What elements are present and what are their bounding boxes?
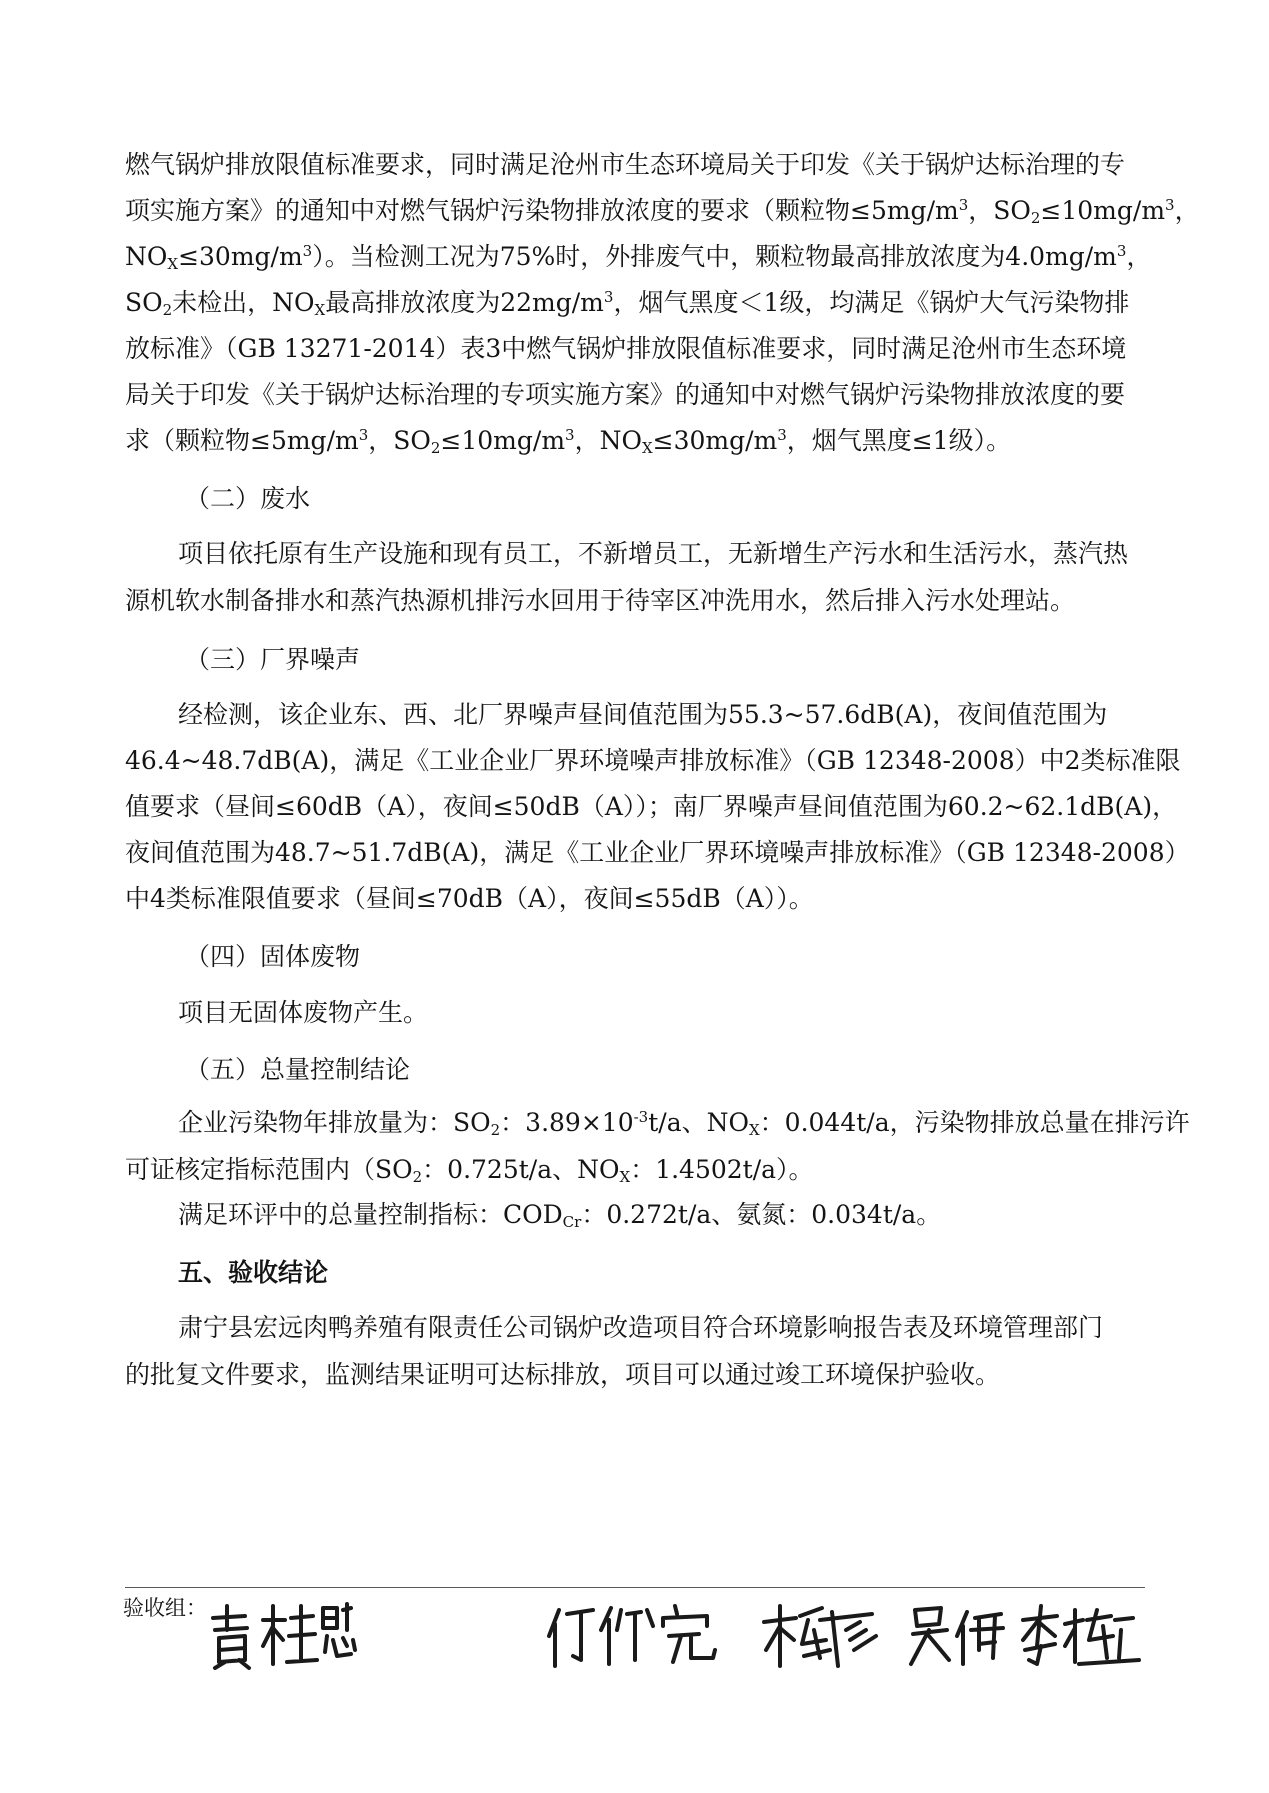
text-line <box>125 150 1145 180</box>
text-run: 企业污染物年排放量为：SO <box>178 1108 491 1137</box>
text-run: 放标准》（GB 13271-2014）表3中燃气锅炉排放限值标准要求，同时满足沧州市生态环境 <box>125 334 1127 363</box>
text-run: 求（颗粒物≤5mg/m <box>125 426 359 455</box>
section-heading-noise: （三）厂界噪声 <box>185 645 361 674</box>
paragraph-line <box>125 1155 814 1185</box>
paragraph-line: 中4类标准限值要求（昼间≤70dB（A），夜间≤55dB（A））。 <box>125 884 814 913</box>
text-run: ≤10mg/m <box>440 426 566 455</box>
paragraph-line: 夜间值范围为48.7~51.7dB(A)，满足《工业企业厂界环境噪声排放标准》（GB 12348-2008） <box>125 838 1190 867</box>
text-run: ，烟气黑度≤1级）。 <box>786 426 1012 455</box>
signature-1 <box>205 1600 355 1670</box>
subscript: X <box>167 254 179 273</box>
section-heading-solid-waste: （四）固体废物 <box>185 942 361 971</box>
text-run: 项实施方案》的通知中对燃气锅炉污染物排放浓度的要求（颗粒物≤5mg/m <box>125 196 959 225</box>
text-line <box>125 242 1152 273</box>
acceptance-group-label: 验收组： <box>123 1596 207 1620</box>
section-heading-wastewater: （二）废水 <box>185 484 311 513</box>
superscript: 3 <box>565 426 575 444</box>
subscript: Cr <box>562 1212 582 1231</box>
superscript: 3 <box>358 426 369 444</box>
text-run: 未检出，NO <box>172 288 315 317</box>
paragraph-line: 经检测，该企业东、西、北厂界噪声昼间值范围为55.3~57.6dB(A)，夜间值范围为 <box>178 700 1108 729</box>
text-run: SO <box>125 288 163 317</box>
text-run: ：3.89×10 <box>500 1108 634 1137</box>
text-run: ：1.4502t/a）。 <box>630 1155 814 1184</box>
text-line <box>125 426 1145 456</box>
text-line <box>125 196 1200 227</box>
superscript: 3 <box>302 242 313 260</box>
signature-3-strokes <box>760 1600 880 1670</box>
subscript: 2 <box>430 438 441 457</box>
section-heading-conclusion: 五、验收结论 <box>178 1258 329 1287</box>
signature-2 <box>545 1600 720 1670</box>
superscript: 3 <box>1165 196 1175 214</box>
text-run: 满足环评中的总量控制指标：COD <box>178 1200 563 1229</box>
subscript: X <box>641 438 653 457</box>
text-line <box>125 380 1145 410</box>
subscript: 2 <box>1030 208 1041 227</box>
text-run: ，SO <box>368 426 431 455</box>
signature-2-strokes <box>545 1600 720 1670</box>
text-run: ，SO <box>968 196 1031 225</box>
superscript: 3 <box>777 426 787 444</box>
signature-5-strokes <box>1015 1600 1140 1670</box>
text-run: ≤30mg/m <box>178 242 303 271</box>
text-run: 局关于印发《关于锅炉达标治理的专项实施方案》的通知中对燃气锅炉污染物排放浓度的要 <box>125 380 1126 409</box>
paragraph-line: 项目依托原有生产设施和现有员工，不新增员工，无新增生产污水和生活污水，蒸汽热 <box>178 539 1129 568</box>
footer-divider <box>125 1587 1145 1588</box>
subscript: X <box>748 1120 760 1139</box>
signature-4 <box>905 1600 1005 1670</box>
text-run: ， <box>1174 196 1200 225</box>
subscript: 2 <box>412 1167 423 1186</box>
paragraph-line: 的批复文件要求，监测结果证明可达标排放，项目可以通过竣工环境保护验收。 <box>125 1360 1001 1389</box>
superscript: 3 <box>1116 242 1127 260</box>
paragraph-line: 46.4~48.7dB(A)，满足《工业企业厂界环境噪声排放标准》（GB 12348-2008）中2类标准限 <box>125 746 1181 775</box>
text-run: ：0.044t/a，污染物排放总量在排污许 <box>759 1108 1190 1137</box>
text-run: 可证核定指标范围内（SO <box>125 1155 413 1184</box>
signature-3 <box>760 1600 880 1670</box>
paragraph-line <box>178 1200 941 1230</box>
paragraph-line <box>178 1108 1190 1138</box>
text-run: 燃气锅炉排放限值标准要求，同时满足沧州市生态环境局关于印发《关于锅炉达标治理的专 <box>125 150 1126 179</box>
text-run: ：0.725t/a、NO <box>422 1155 620 1184</box>
paragraph-line: 项目无固体废物产生。 <box>178 998 429 1027</box>
signature-1-strokes <box>205 1600 355 1670</box>
text-run: ≤10mg/m <box>1040 196 1166 225</box>
text-line <box>125 288 1145 318</box>
text-run: ≤30mg/m <box>652 426 778 455</box>
text-run: ， <box>1126 242 1152 271</box>
superscript: 3 <box>958 196 969 214</box>
subscript: X <box>619 1167 631 1186</box>
text-line <box>125 334 1145 364</box>
subscript: 2 <box>162 300 173 319</box>
signature-4-strokes <box>905 1600 1005 1670</box>
paragraph-line: 源机软水制备排水和蒸汽热源机排污水回用于待宰区冲洗用水，然后排入污水处理站。 <box>125 586 1076 615</box>
subscript: 2 <box>490 1120 501 1139</box>
paragraph-line: 值要求（昼间≤60dB（A），夜间≤50dB（A））；南厂界噪声昼间值范围为60.2~62.1dB(A)， <box>125 792 1178 821</box>
subscript: X <box>314 300 326 319</box>
text-run: t/a、NO <box>648 1108 749 1137</box>
text-run: ）。当检测工况为75%时，外排废气中，颗粒物最高排放浓度为4.0mg/m <box>312 242 1117 271</box>
text-run: ，烟气黑度＜1级，均满足《锅炉大气污染物排 <box>613 288 1130 317</box>
signature-5 <box>1015 1600 1140 1670</box>
superscript: 3 <box>603 288 614 306</box>
text-run: ，NO <box>574 426 642 455</box>
text-run: ：0.272t/a、氨氮：0.034t/a。 <box>581 1200 942 1229</box>
section-heading-total-control: （五）总量控制结论 <box>185 1055 411 1084</box>
paragraph-line: 肃宁县宏远肉鸭养殖有限责任公司锅炉改造项目符合环境影响报告表及环境管理部门 <box>178 1313 1104 1342</box>
text-run: NO <box>125 242 168 271</box>
superscript: -3 <box>633 1108 649 1126</box>
text-run: 最高排放浓度为22mg/m <box>325 288 604 317</box>
